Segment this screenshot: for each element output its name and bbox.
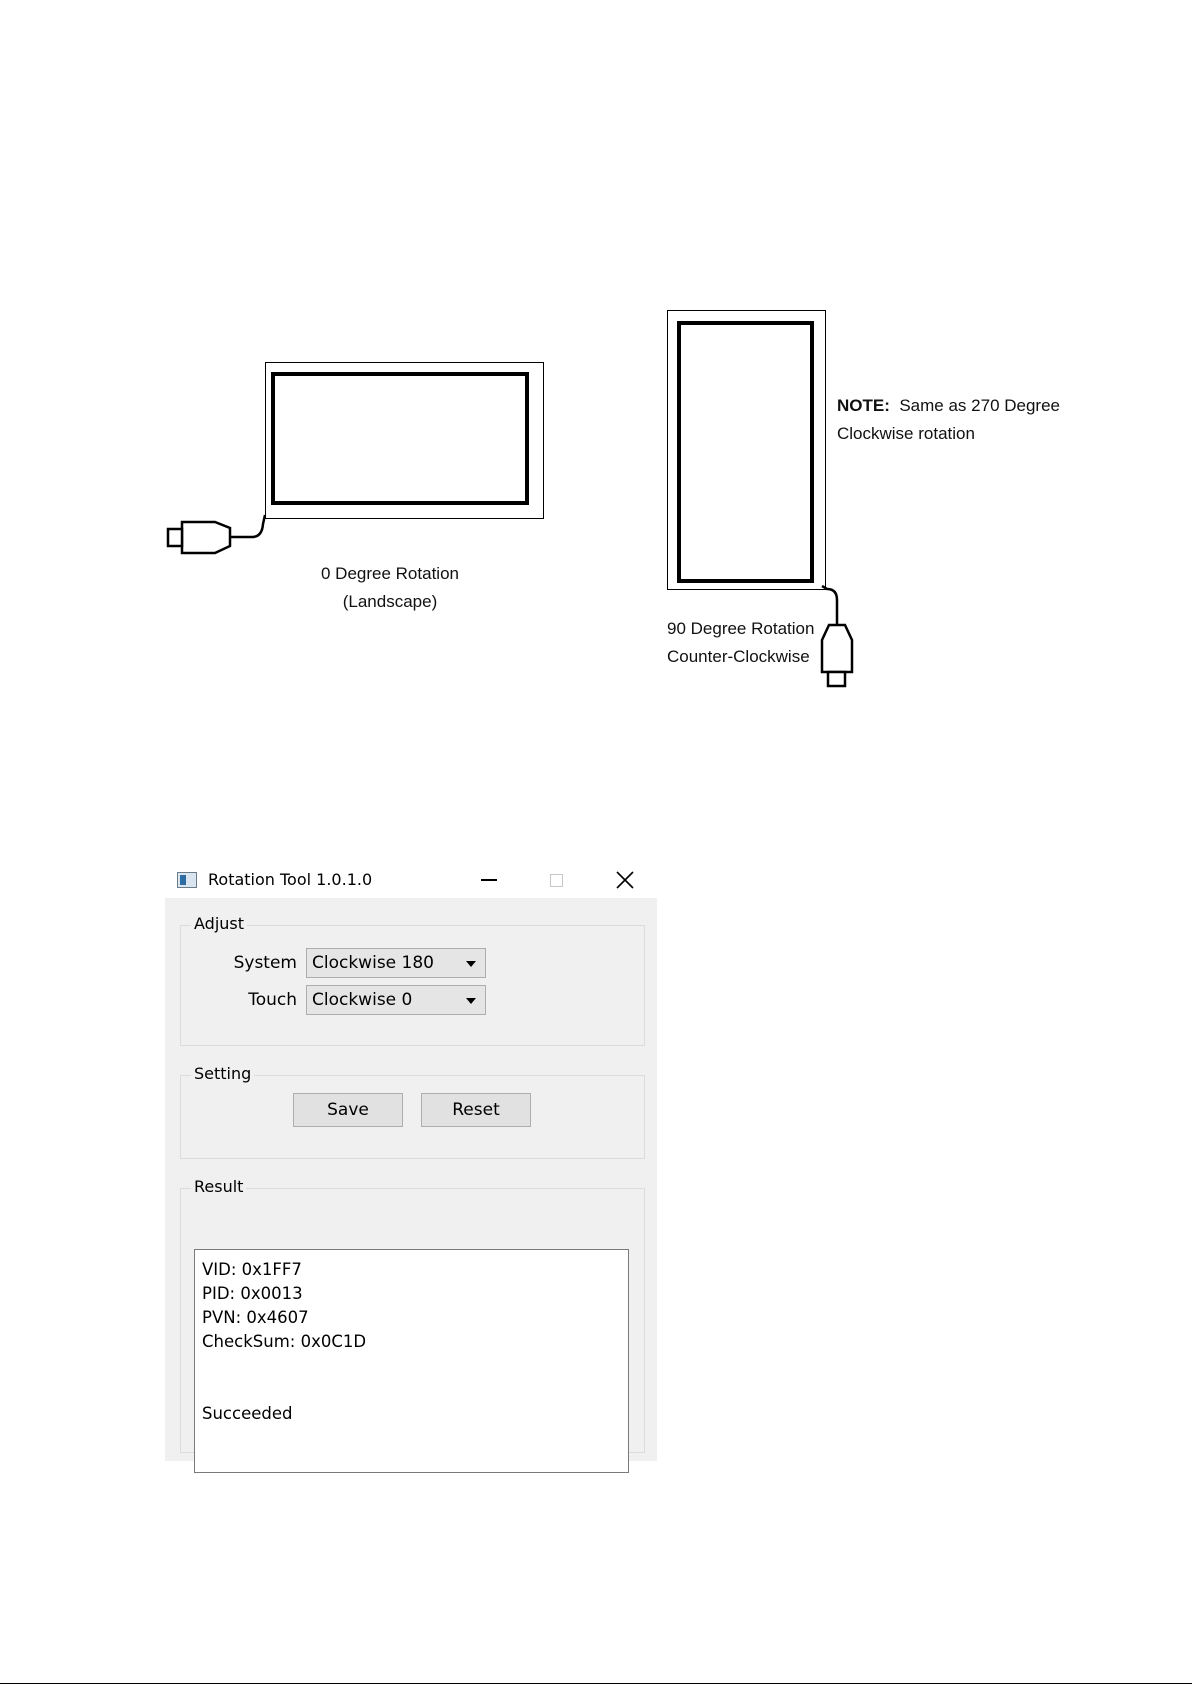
save-button[interactable]: Save — [293, 1093, 403, 1127]
system-rotation-value: Clockwise 180 — [312, 953, 434, 973]
minimize-icon — [481, 879, 497, 881]
note-text-line2: Clockwise rotation — [837, 424, 975, 443]
close-icon — [616, 871, 634, 889]
dropdown-arrow-icon — [466, 998, 476, 1004]
result-line-blank — [202, 1378, 621, 1402]
close-button[interactable] — [595, 862, 655, 898]
app-icon — [177, 872, 197, 888]
window-title: Rotation Tool 1.0.1.0 — [208, 870, 373, 889]
portrait-monitor-screen — [677, 321, 814, 583]
result-line-vid: VID: 0x1FF7 — [202, 1260, 302, 1279]
portrait-usb-cable-icon — [815, 580, 865, 690]
result-line-blank — [202, 1354, 621, 1378]
result-textbox[interactable] — [194, 1249, 629, 1473]
landscape-caption-line1: 0 Degree Rotation — [321, 564, 459, 583]
portrait-caption — [667, 615, 820, 671]
portrait-caption-line1: 90 Degree Rotation — [667, 619, 815, 638]
result-line-status: Succeeded — [202, 1404, 293, 1423]
reset-button[interactable]: Reset — [421, 1093, 531, 1127]
touch-label: Touch — [248, 990, 297, 1010]
landscape-caption-line2: (Landscape) — [342, 592, 438, 611]
note-text: Same as 270 Degree — [899, 396, 1060, 415]
portrait-note — [837, 392, 1137, 448]
portrait-caption-line2: Counter-Clockwise — [667, 647, 810, 666]
note-label: NOTE: — [837, 396, 890, 415]
setting-group — [180, 1075, 645, 1159]
dropdown-arrow-icon — [466, 961, 476, 967]
page-bottom-rule — [0, 1683, 1192, 1684]
maximize-button[interactable] — [526, 862, 586, 898]
touch-rotation-select[interactable] — [306, 985, 486, 1015]
title-bar — [165, 862, 657, 898]
adjust-legend: Adjust — [191, 914, 247, 933]
landscape-usb-cable-icon — [160, 500, 280, 560]
system-label: System — [233, 953, 297, 973]
setting-legend: Setting — [191, 1064, 254, 1083]
window-client-area — [165, 898, 657, 1461]
result-legend: Result — [191, 1177, 246, 1196]
minimize-button[interactable] — [459, 862, 519, 898]
landscape-monitor-screen — [271, 372, 529, 505]
result-line-pid: PID: 0x0013 — [202, 1284, 303, 1303]
system-rotation-select[interactable] — [306, 948, 486, 978]
landscape-caption — [290, 560, 490, 616]
touch-rotation-value: Clockwise 0 — [312, 990, 413, 1010]
rotation-tool-window — [165, 862, 657, 1461]
result-line-pvn: PVN: 0x4607 — [202, 1308, 309, 1327]
result-line-checksum: CheckSum: 0x0C1D — [202, 1332, 367, 1351]
maximize-icon — [550, 874, 563, 887]
